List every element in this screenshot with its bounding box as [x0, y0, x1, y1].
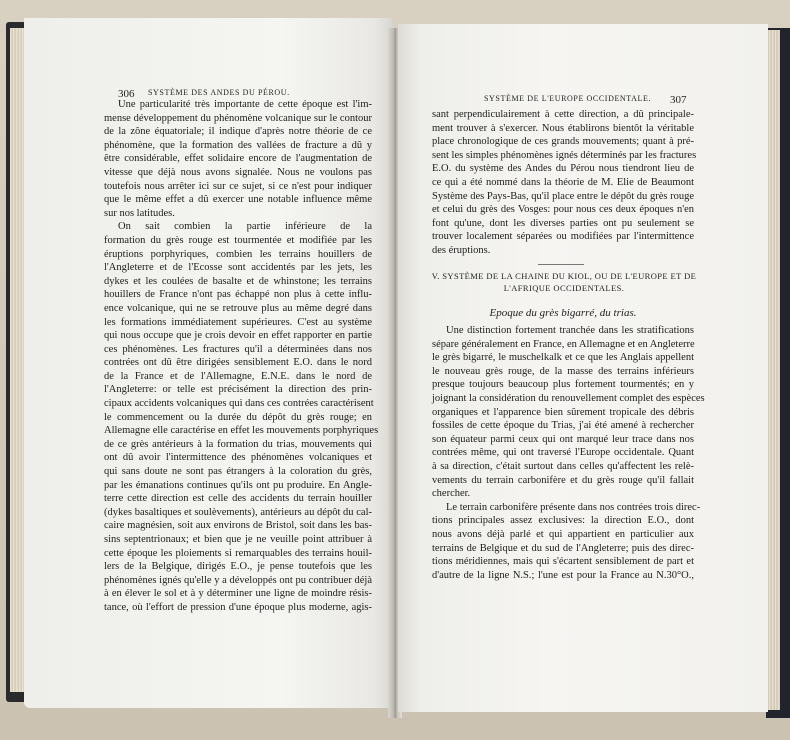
- text-line: mense développement du phénomène volcanique sur le contour: [104, 112, 372, 124]
- text-line: Une particularité très importante de cette époque est l'im-: [118, 99, 372, 110]
- text-line: Le terrain carbonifère présente dans nos contrées trois direc-: [446, 501, 701, 513]
- section-title-line-2: L'AFRIQUE OCCIDENTALES.: [503, 283, 625, 293]
- text-line: ce qui a été nommé dans la théorie de M. Elie de Beaumont: [432, 176, 694, 188]
- text-line: sur nos latitudes.: [104, 207, 175, 219]
- text-line: d'autre de la ligne N.S.; l'une est pour la France au N.30°O.,: [432, 569, 694, 581]
- section-title-line-1: V. SYSTÈME DE LA CHAINE DU KIOL, OU DE L'EUROPE ET DE: [431, 271, 697, 281]
- right-page: [398, 24, 768, 712]
- text-line: nous avons déjà parlé et qui appartient en particulier aux: [432, 528, 694, 540]
- text-line: son équateur parmi ceux qui ont marqué leur trace dans nos: [432, 433, 694, 445]
- text-line: fossiles de cette époque du Trias, j'ai été amené à rechercher: [432, 420, 694, 432]
- text-line: qui sans doute ne sont pas étrangers à la coloration du grès,: [104, 466, 372, 478]
- text-line: que le même effet a dû exercer une notable influence même: [104, 194, 372, 206]
- section-rule: [538, 264, 584, 265]
- text-line: chercher.: [432, 488, 471, 500]
- text-line: (dykes basaltiques et soulèvements), antérieurs au dépôt du cal-: [104, 506, 372, 518]
- text-line: presque toujours beaucoup plus fortement tourmentés; en y: [432, 379, 694, 391]
- text-line: par les émanations continues qu'ils ont pu produire. En Angle-: [104, 479, 372, 491]
- text-line: de la zône équatoriale; il indique d'après notre théorie de ce: [104, 126, 372, 138]
- text-line: les formations immédiatement supérieures. C'est au système: [104, 316, 372, 328]
- text-line: Une distinction fortement tranchée dans les stratifications: [446, 325, 694, 336]
- text-line: phénomènes ignés qu'elle y a développés ont pu contribuer déjà: [104, 574, 372, 586]
- text-line: l'Angleterre: or telle est précisément la direction des prin-: [104, 384, 372, 396]
- text-line: organiques et l'apparence bien sûrement tropicale des débris: [432, 406, 694, 418]
- text-line: font qu'une, dont les diverses parties ont pu seulement se: [432, 217, 694, 229]
- text-line: à sa direction, c'était surtout dans celles qu'affectent les relè-: [432, 460, 694, 472]
- text-line: le grès bigarré, le muschelkalk et ce que les Anglais appellent: [432, 352, 694, 364]
- text-line: sépare généralement en France, en Allemagne et en Angleterre: [432, 338, 695, 350]
- text-line: tions principales assez exclusives: la direction E.O., dont: [432, 515, 694, 527]
- text-line: ment trouver à s'exercer. Nous établirons bientôt la véritable: [432, 122, 694, 134]
- text-line: le nouveau grès rouge, de la masse des terrains inférieurs: [432, 365, 694, 377]
- left-page-number: 306: [118, 88, 135, 100]
- text-line: qui nous occupe que je crois devoir en effet rapporter en partie: [104, 330, 372, 342]
- text-line: terrains de Belgique et du sud de l'Angleterre; puis des direc-: [432, 542, 694, 554]
- text-line: On sait combien la partie inférieure de la: [118, 221, 372, 233]
- text-line: éruptions porphyriques, combien les terrains houillers de: [104, 248, 372, 260]
- text-line: place chronologique de ces grands mouvements; quant à pré-: [432, 136, 694, 148]
- text-line: ces phénomènes. Les fractures qu'il a déterminées dans nos: [104, 343, 372, 355]
- text-line: de ce grès antérieurs à la formation du trias, mouvements qui: [104, 438, 372, 450]
- text-line: trouver localement séparées ou modifiées par l'intermittence: [432, 231, 694, 243]
- text-line: contrées même, qui ont traversé l'Europe occidentale. Quant: [432, 447, 694, 459]
- text-line: houillers de France n'ont pas échappé non plus à cette influ-: [104, 289, 372, 301]
- text-line: caire magnésien, soit aux environs de Bristol, soit dans les bas-: [104, 520, 372, 532]
- section-subheading: Epoque du grès bigarré, du trias.: [489, 307, 637, 319]
- section-title: [426, 271, 702, 293]
- text-line: formation du grès rouge est tourmentée et modifiée par les: [104, 234, 372, 246]
- right-body-text-bottom: [432, 324, 705, 582]
- text-line: Système des Pays-Bas, qu'il place entre le dépôt du grès rouge: [432, 190, 694, 202]
- text-line: contrées ont dû être dirigées sensiblement E.O. dans le nord: [104, 357, 372, 369]
- text-line: tance, où l'effort de pression d'une époque plus moderne, agis-: [104, 601, 372, 613]
- text-line: terre cette direction est celle des accidents du terrain houiller: [104, 493, 372, 505]
- text-line: dykes et les coulées de basalte et de whinstone; les terrains: [104, 275, 372, 287]
- right-running-head: SYSTÈME DE L'EUROPE OCCIDENTALE.: [484, 94, 652, 103]
- text-line: toutefois nous arrêter ici sur ce sujet, si ce n'est pour indiquer: [104, 180, 372, 192]
- text-line: cette époque les ploiements si remarquables des terrains houil-: [104, 547, 372, 559]
- right-page-number: 307: [670, 94, 687, 106]
- text-line: et celui du grès des Vosges: pour nous ces deux époques n'en: [432, 204, 694, 216]
- text-line: vements du terrain carbonifère et du grès rouge qu'il fallait: [432, 474, 694, 486]
- text-line: phénomène, que la formation des vallées de fracture a dû y: [104, 139, 372, 151]
- text-line: être considérable, effet solidaire encore de l'augmentation de: [104, 153, 372, 165]
- text-line: Allemagne elle caractérise en effet les mouvements porphyriques: [104, 425, 379, 437]
- right-body-text-top: [432, 108, 697, 258]
- text-line: des éruptions.: [432, 244, 491, 256]
- left-running-head: SYSTÈME DES ANDES DU PÉROU.: [148, 88, 290, 97]
- left-page: [24, 18, 392, 708]
- text-line: ont dû avoir l'intermittence des phénomènes volcaniques et: [104, 452, 372, 464]
- text-line: vitesse que déjà nous avons signalée. Nous ne voulons pas: [104, 166, 372, 178]
- text-line: ence volcanique, qui ne se retrouve plus au même degré dans: [104, 302, 372, 314]
- text-line: le commencement ou la durée du dépôt du grès rouge; en: [104, 411, 372, 423]
- text-line: sant perpendiculairement à cette direction, a dû principale-: [432, 109, 694, 120]
- page-edges-right: [766, 30, 780, 710]
- text-line: de la France et de l'Allemagne, E.N.E. dans le nord de: [104, 370, 372, 382]
- text-line: tions méridiennes, mais qui s'écartent sensiblement de part et: [432, 556, 694, 568]
- left-body-text: [104, 98, 379, 615]
- text-line: sins septentrionaux; et bien que je ne veuille point attribuer à: [104, 534, 372, 545]
- text-line: l'Angleterre et de l'Ecosse sont accidentés par les jets, les: [104, 262, 372, 274]
- text-line: joignant la considération du renouvellement complet des espèces: [432, 392, 705, 404]
- text-line: cipaux accidents volcaniques qui dans ces contrées caractérisent: [104, 398, 374, 410]
- text-line: à en élever le sol et à y déterminer une ligne de moindre résis-: [104, 588, 372, 600]
- text-line: E.O. du système des Andes du Pérou nous tiendront lieu de: [432, 163, 694, 175]
- text-line: sent les simples phénomènes ignés déterminés par les fractures: [432, 149, 697, 161]
- text-line: lers de la Belgique, dirigés E.O., je pense toutefois que les: [104, 561, 372, 573]
